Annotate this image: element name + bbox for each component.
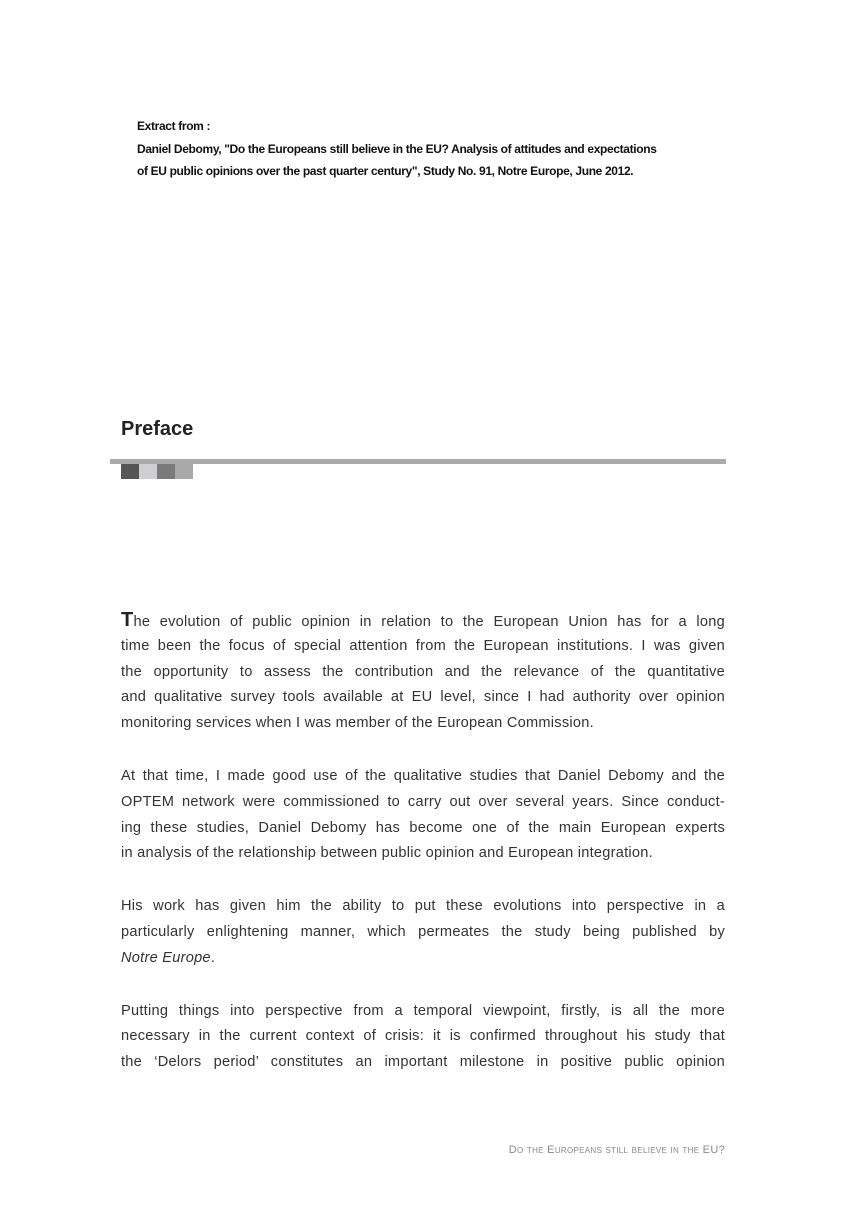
citation-line: of EU public opinions over the past quarter century", Study No. 91, Notre Europe, June 2012. <box>137 164 634 178</box>
drop-cap: T <box>121 609 134 631</box>
text-line: . <box>210 949 216 966</box>
running-footer: Do the Europeans still believe in the EU? <box>508 1144 725 1156</box>
text-line: and qualitative survey tools available at EU level, since I had authority over opinion <box>121 689 725 706</box>
publisher-name: Notre Europe <box>121 949 211 966</box>
text-line: necessary in the current context of crisis: it is confirmed throughout his study that <box>121 1028 725 1045</box>
text-line: he evolution of public opinion in relation to the European Union has for a long <box>133 614 725 630</box>
extract-label: Extract from : <box>137 119 211 133</box>
paragraph <box>121 764 725 867</box>
text-line: Putting things into perspective from a temporal viewpoint, firstly, is all the more <box>121 1002 725 1019</box>
text-line: monitoring services when I was member of the European Commission. <box>121 715 594 732</box>
text-line: particularly enlightening manner, which permeates the study being published by <box>121 923 725 940</box>
text-line: the ‘Delors period’ constitutes an important milestone in positive public opinion <box>121 1054 725 1071</box>
text-line: OPTEM network were commissioned to carry out over several years. Since conduct- <box>121 793 725 810</box>
decor-square <box>139 464 157 479</box>
text-line: in analysis of the relationship between public opinion and European integration. <box>121 845 653 862</box>
text-line: time been the focus of special attention from the European institutions. I was given <box>121 637 725 654</box>
paragraph <box>121 608 725 737</box>
text-line: ing these studies, Daniel Debomy has become one of the main European experts <box>121 819 725 836</box>
decor-square <box>157 464 175 479</box>
text-line: the opportunity to assess the contribution and the relevance of the quantitative <box>121 663 725 680</box>
title-rule <box>110 459 726 464</box>
body-text <box>121 608 725 1103</box>
page-title: Preface <box>121 418 194 440</box>
text-line: His work has given him the ability to put these evolutions into perspective in a <box>121 898 725 915</box>
paragraph <box>121 894 725 971</box>
decor-square <box>121 464 139 479</box>
extract-citation <box>137 115 657 183</box>
decor-square <box>175 464 193 479</box>
text-line: At that time, I made good use of the qualitative studies that Daniel Debomy and the <box>121 767 725 784</box>
paragraph <box>121 999 725 1076</box>
citation-line: Daniel Debomy, "Do the Europeans still believe in the EU? Analysis of attitudes and expectations <box>137 141 657 156</box>
